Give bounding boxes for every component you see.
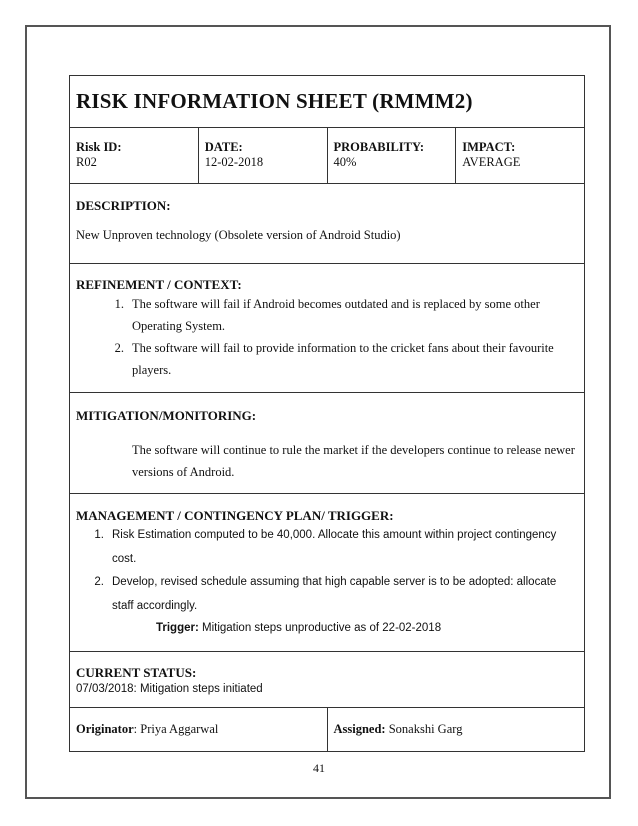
refinement-list: [76, 293, 578, 381]
list-item: [76, 524, 578, 571]
list-item-number: 2.: [114, 341, 124, 355]
sheet-title: RISK INFORMATION SHEET (RMMM2): [76, 89, 473, 113]
description-text: New Unproven technology (Obsolete version of Android Studio): [76, 228, 401, 242]
impact-cell: [456, 128, 584, 183]
list-item: [76, 571, 578, 618]
list-item-number: 1.: [94, 529, 104, 541]
trigger-label: Trigger:: [156, 622, 199, 634]
assigned-label: Assigned:: [333, 722, 386, 736]
assigned-cell: [328, 708, 585, 751]
date-value: 12-02-2018: [204, 155, 264, 169]
status-heading: CURRENT STATUS:: [76, 665, 197, 680]
date-label: DATE:: [204, 140, 243, 154]
list-item-text: Develop, revised schedule assuming that high capable server is to be adopted: allocate staff accordingly.: [112, 576, 557, 612]
mitigation-heading: MITIGATION/MONITORING:: [76, 408, 257, 423]
list-item-text: The software will fail if Android becomes outdated and is replaced by some other Operating System.: [132, 297, 540, 333]
status-section: [70, 652, 584, 708]
title-row: [70, 76, 584, 128]
management-heading: MANAGEMENT / CONTINGENCY PLAN/ TRIGGER:: [76, 508, 394, 523]
list-item: [76, 337, 578, 381]
description-heading: DESCRIPTION:: [76, 198, 171, 213]
impact-value: AVERAGE: [462, 155, 521, 169]
probability-cell: [328, 128, 457, 183]
page-number: 41: [313, 761, 325, 775]
list-item-number: 2.: [94, 576, 104, 588]
list-item-text: The software will fail to provide information to the cricket fans about their favourite players.: [132, 341, 554, 377]
list-item: [76, 293, 578, 337]
mitigation-section: [70, 393, 584, 494]
people-row: [70, 708, 584, 751]
list-item-number: 1.: [114, 297, 124, 311]
impact-label: IMPACT:: [462, 140, 516, 154]
probability-value: 40%: [333, 155, 357, 169]
risk-id-value: R02: [76, 155, 97, 169]
probability-label: PROBABILITY:: [333, 140, 425, 154]
originator-cell: [70, 708, 328, 751]
trigger-line: [156, 622, 578, 634]
refinement-heading: REFINEMENT / CONTEXT:: [76, 277, 242, 292]
risk-id-cell: [70, 128, 199, 183]
risk-information-sheet: [69, 75, 585, 752]
description-section: [70, 184, 584, 264]
assigned-value: Sonakshi Garg: [385, 722, 463, 736]
date-cell: [199, 128, 328, 183]
trigger-text: Mitigation steps unproductive as of 22-02-2018: [198, 622, 442, 634]
meta-row: [70, 128, 584, 184]
list-item-text: Risk Estimation computed to be 40,000. Allocate this amount within project contingency cost.: [112, 529, 557, 565]
status-text: 07/03/2018: Mitigation steps initiated: [76, 683, 263, 695]
risk-id-label: Risk ID:: [76, 140, 122, 154]
mitigation-text: The software will continue to rule the market if the developers continue to release newer versions of Android.: [132, 443, 575, 479]
originator-value: : Priya Aggarwal: [133, 722, 219, 736]
originator-label: Originator: [76, 722, 134, 736]
management-section: [70, 494, 584, 652]
refinement-section: [70, 264, 584, 393]
management-list: [76, 524, 578, 618]
